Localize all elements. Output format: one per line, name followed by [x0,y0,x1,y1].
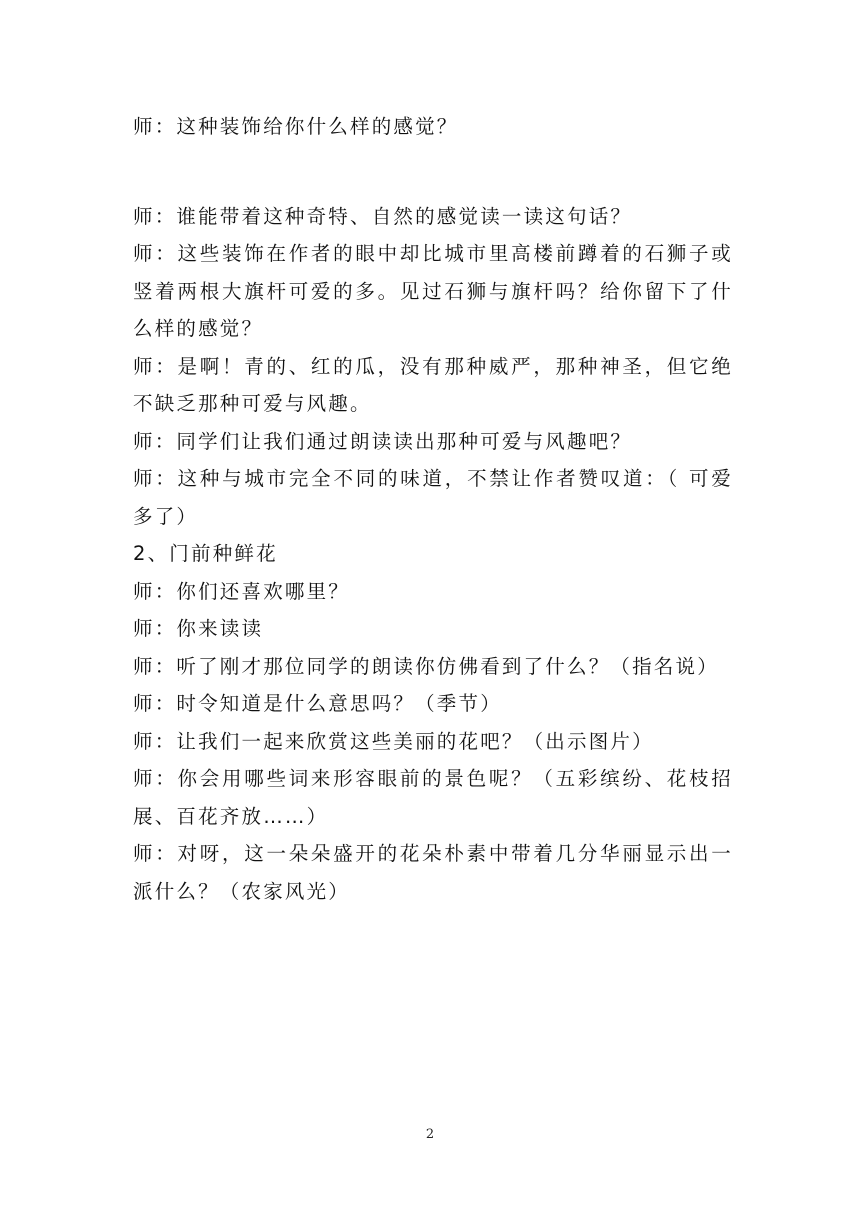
paragraph-14: 师：对呀，这一朵朵盛开的花朵朴素中带着几分华丽显示出一派什么？（农家风光） [133,842,733,903]
paragraph-3: 师：这些装饰在作者的眼中却比城市里高楼前蹲着的石狮子或竖着两根大旗杆可爱的多。见过石狮与旗杆吗？给你留下了什么样的感觉？ [133,242,733,340]
section-heading: 2、门前种鲜花 [133,542,278,565]
paragraph-5: 师：同学们让我们通过朗读读出那种可爱与风趣吧？ [133,429,633,453]
paragraph-1: 师：这种装饰给你什么样的感觉？ [133,115,459,138]
paragraph-gap [133,146,733,198]
paragraph-8: 师：你们还喜欢哪里？ [133,579,351,603]
paragraph-4: 师：是啊！青的、红的瓜，没有那种威严，那种神圣，但它绝不缺乏那种可爱与风趣。 [133,354,733,415]
paragraph-2: 师：谁能带着这种奇特、自然的感觉读一读这句话？ [133,204,633,228]
document-body [133,108,733,910]
paragraph-10: 师：听了刚才那位同学的朗读你仿佛看到了什么？（指名说） [133,654,719,678]
paragraph-13: 师：你会用哪些词来形容眼前的景色呢？（五彩缤纷、花枝招展、百花齐放……） [133,767,733,828]
paragraph-9: 师：你来读读 [133,617,264,640]
paragraph-6: 师：这种与城市完全不同的味道，不禁让作者赞叹道：（ 可爱多了） [133,467,733,528]
paragraph-11: 师：时令知道是什么意思吗？（季节） [133,692,502,715]
page-number: 2 [425,1127,435,1142]
paragraph-12: 师：让我们一起来欣赏这些美丽的花吧？（出示图片） [133,729,654,753]
